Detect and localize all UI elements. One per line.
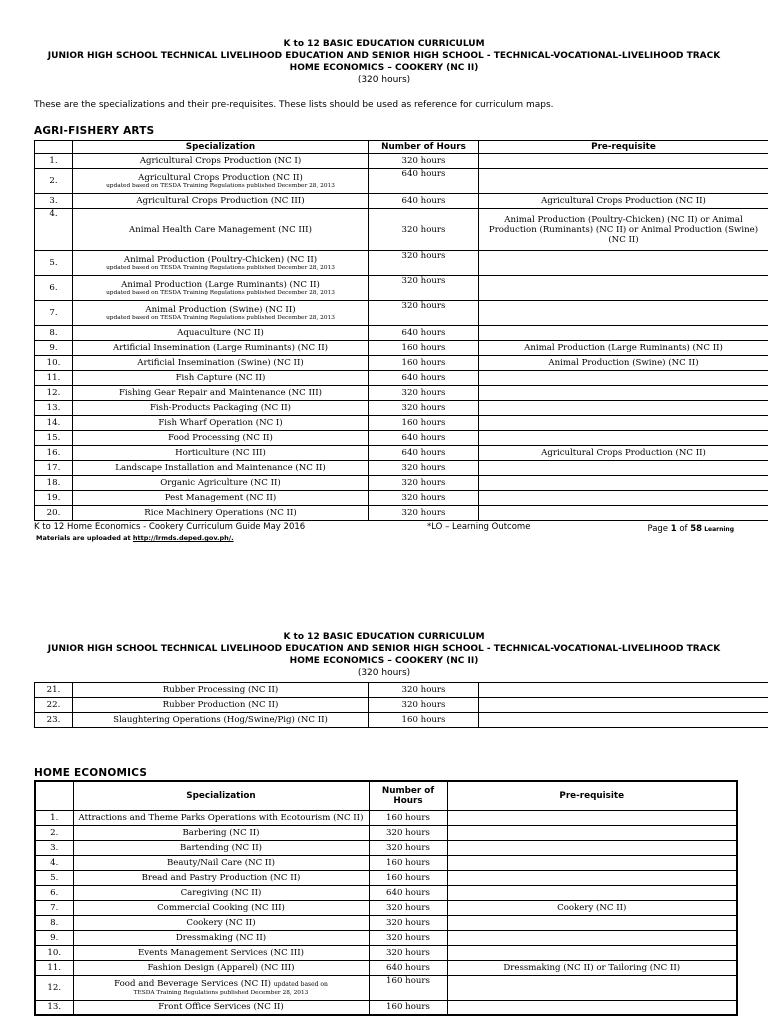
row-specialization: Organic Agriculture (NC II) (73, 476, 369, 491)
table-row (35, 251, 768, 276)
row-number: 4. (35, 209, 73, 251)
table-row (35, 461, 768, 476)
row-prerequisite: Agricultural Crops Production (NC II) (479, 446, 768, 461)
row-number: 9. (35, 341, 73, 356)
row-number: 17. (35, 461, 73, 476)
row-prerequisite (479, 371, 768, 386)
row-prerequisite: Cookery (NC II) (447, 900, 737, 915)
row-specialization: Fashion Design (Apparel) (NC III) (73, 960, 369, 975)
row-hours: 640 hours (369, 169, 479, 194)
row-prerequisite (479, 683, 768, 698)
row-number: 12. (35, 975, 73, 1000)
header-line-4: (320 hours) (357, 75, 411, 85)
row-specialization: Food and Beverage Services (NC II) updated based on TESDA Training Regulations published December 28, 2013 (73, 975, 369, 1000)
row-hours: 320 hours (369, 840, 447, 855)
row-hours: 640 hours (369, 371, 479, 386)
table-row (35, 301, 768, 326)
table-row (35, 683, 768, 698)
agri-table (34, 140, 768, 521)
update-note: updated based on TESDA Training Regulations published December 28, 2013 (106, 314, 335, 321)
footer-page-number: Page 1 of 58 Learning (647, 524, 734, 534)
table-row (35, 945, 737, 960)
section-title-home-economics: HOME ECONOMICS (34, 767, 148, 779)
row-prerequisite (447, 1000, 737, 1015)
row-number: 5. (35, 251, 73, 276)
table-row (35, 169, 768, 194)
row-specialization: Slaughtering Operations (Hog/Swine/Pig) (NC II) (73, 713, 369, 728)
row-number: 11. (35, 960, 73, 975)
he-col-specialization: Specialization (73, 781, 369, 810)
row-hours: 320 hours (369, 251, 479, 276)
row-specialization: Agricultural Crops Production (NC II) updated based on TESDA Training Regulations published December 28, 2013 (73, 169, 369, 194)
row-specialization: Fish-Products Packaging (NC II) (73, 401, 369, 416)
table-row (35, 870, 737, 885)
row-hours: 320 hours (369, 209, 479, 251)
table-row (35, 356, 768, 371)
row-hours: 640 hours (369, 194, 479, 209)
row-hours: 160 hours (369, 416, 479, 431)
row-hours: 640 hours (369, 446, 479, 461)
row-specialization: Caregiving (NC II) (73, 885, 369, 900)
row-specialization: Cookery (NC II) (73, 915, 369, 930)
row-specialization: Front Office Services (NC II) (73, 1000, 369, 1015)
update-note: updated based on TESDA Training Regulations published December 28, 2013 (106, 182, 335, 189)
row-number: 13. (35, 1000, 73, 1015)
row-hours: 320 hours (369, 476, 479, 491)
row-hours: 320 hours (369, 506, 479, 521)
row-number: 4. (35, 855, 73, 870)
table-row (35, 386, 768, 401)
row-prerequisite (447, 945, 737, 960)
table-row (35, 371, 768, 386)
table-row (35, 341, 768, 356)
row-number: 3. (35, 194, 73, 209)
row-hours: 160 hours (369, 1000, 447, 1015)
header2-line-1: K to 12 BASIC EDUCATION CURRICULUM (283, 632, 485, 642)
row-hours: 320 hours (369, 683, 479, 698)
table-row (35, 855, 737, 870)
col-number (35, 141, 73, 154)
row-hours: 320 hours (369, 301, 479, 326)
row-hours: 640 hours (369, 326, 479, 341)
row-prerequisite (447, 915, 737, 930)
row-specialization: Fish Wharf Operation (NC I) (73, 416, 369, 431)
row-hours: 320 hours (369, 386, 479, 401)
row-hours: 320 hours (369, 930, 447, 945)
row-specialization: Commercial Cooking (NC III) (73, 900, 369, 915)
row-specialization: Artificial Insemination (Large Ruminants) (NC II) (73, 341, 369, 356)
table-row (35, 900, 737, 915)
row-number: 8. (35, 326, 73, 341)
table-row (35, 960, 737, 975)
row-number: 10. (35, 945, 73, 960)
table-row (35, 446, 768, 461)
row-hours: 160 hours (369, 855, 447, 870)
row-hours: 320 hours (369, 401, 479, 416)
table-row (35, 810, 737, 825)
row-prerequisite (479, 416, 768, 431)
table-row (35, 476, 768, 491)
row-number: 1. (35, 810, 73, 825)
row-number: 1. (35, 154, 73, 169)
row-specialization: Barbering (NC II) (73, 825, 369, 840)
row-number: 19. (35, 491, 73, 506)
page-header-2 (0, 631, 768, 679)
row-number: 12. (35, 386, 73, 401)
table-row (35, 416, 768, 431)
row-number: 14. (35, 416, 73, 431)
row-specialization: Dressmaking (NC II) (73, 930, 369, 945)
row-hours: 160 hours (369, 870, 447, 885)
row-specialization: Animal Health Care Management (NC III) (73, 209, 369, 251)
row-specialization: Animal Production (Poultry-Chicken) (NC II) updated based on TESDA Training Regulations published December 28, 2013 (73, 251, 369, 276)
row-prerequisite (479, 154, 768, 169)
row-specialization: Animal Production (Swine) (NC II) updated based on TESDA Training Regulations published December 28, 2013 (73, 301, 369, 326)
row-hours: 320 hours (369, 915, 447, 930)
table-row (35, 975, 737, 1000)
agri-continued-table (34, 682, 768, 728)
row-hours: 320 hours (369, 825, 447, 840)
table-row (35, 506, 768, 521)
table-row (35, 885, 737, 900)
row-prerequisite (479, 251, 768, 276)
section-title-agri: AGRI-FISHERY ARTS (34, 125, 155, 137)
row-specialization: Attractions and Theme Parks Operations with Ecotourism (NC II) (73, 810, 369, 825)
row-prerequisite (447, 855, 737, 870)
home-economics-table (34, 780, 738, 1016)
row-number: 2. (35, 169, 73, 194)
table-row (35, 326, 768, 341)
header-line-2: JUNIOR HIGH SCHOOL TECHNICAL LIVELIHOOD EDUCATION AND SENIOR HIGH SCHOOL - TECHNICAL-VOCATIONAL-LIVELIHOOD TRACK (47, 51, 721, 61)
table-row (35, 915, 737, 930)
row-hours: 320 hours (369, 945, 447, 960)
table-row (35, 491, 768, 506)
row-specialization: Beauty/Nail Care (NC II) (73, 855, 369, 870)
row-number: 20. (35, 506, 73, 521)
row-number: 22. (35, 698, 73, 713)
row-specialization: Food Processing (NC II) (73, 431, 369, 446)
row-prerequisite (447, 885, 737, 900)
table-row (35, 276, 768, 301)
row-number: 7. (35, 301, 73, 326)
header2-line-4: (320 hours) (357, 668, 411, 678)
table-row (35, 154, 768, 169)
row-number: 7. (35, 900, 73, 915)
row-specialization: Fishing Gear Repair and Maintenance (NC III) (73, 386, 369, 401)
row-prerequisite (479, 713, 768, 728)
row-number: 15. (35, 431, 73, 446)
header-line-1: K to 12 BASIC EDUCATION CURRICULUM (283, 39, 485, 49)
row-specialization: Rubber Processing (NC II) (73, 683, 369, 698)
table-row (35, 401, 768, 416)
row-specialization: Aquaculture (NC II) (73, 326, 369, 341)
row-hours: 320 hours (369, 491, 479, 506)
header-line-3: HOME ECONOMICS – COOKERY (NC II) (289, 63, 479, 73)
row-number: 2. (35, 825, 73, 840)
row-prerequisite (479, 506, 768, 521)
row-number: 10. (35, 356, 73, 371)
row-number: 21. (35, 683, 73, 698)
row-prerequisite (479, 326, 768, 341)
row-specialization: Horticulture (NC III) (73, 446, 369, 461)
row-hours: 160 hours (369, 713, 479, 728)
row-prerequisite (479, 431, 768, 446)
row-prerequisite (479, 401, 768, 416)
row-number: 3. (35, 840, 73, 855)
row-specialization: Artificial Insemination (Swine) (NC II) (73, 356, 369, 371)
update-note: updated based on TESDA Training Regulations published December 28, 2013 (106, 264, 335, 271)
row-prerequisite (447, 930, 737, 945)
table-row (35, 194, 768, 209)
row-prerequisite (479, 386, 768, 401)
row-number: 8. (35, 915, 73, 930)
row-number: 18. (35, 476, 73, 491)
row-prerequisite (447, 870, 737, 885)
row-number: 9. (35, 930, 73, 945)
row-prerequisite: Dressmaking (NC II) or Tailoring (NC II) (447, 960, 737, 975)
row-prerequisite: Agricultural Crops Production (NC II) (479, 194, 768, 209)
table-row (35, 825, 737, 840)
he-col-hours: Number of Hours (369, 781, 447, 810)
row-prerequisite: Animal Production (Large Ruminants) (NC II) (479, 341, 768, 356)
row-hours: 640 hours (369, 960, 447, 975)
row-prerequisite (447, 840, 737, 855)
row-specialization: Bartending (NC II) (73, 840, 369, 855)
row-hours: 320 hours (369, 154, 479, 169)
row-specialization: Pest Management (NC II) (73, 491, 369, 506)
footer-lo-note: *LO – Learning Outcome (427, 522, 531, 532)
row-number: 5. (35, 870, 73, 885)
row-specialization: Agricultural Crops Production (NC III) (73, 194, 369, 209)
header2-line-2: JUNIOR HIGH SCHOOL TECHNICAL LIVELIHOOD EDUCATION AND SENIOR HIGH SCHOOL - TECHNICAL-VOCATIONAL-LIVELIHOOD TRACK (47, 644, 721, 654)
table-row (35, 840, 737, 855)
row-specialization: Events Management Services (NC III) (73, 945, 369, 960)
row-hours: 160 hours (369, 341, 479, 356)
row-number: 13. (35, 401, 73, 416)
header2-line-3: HOME ECONOMICS – COOKERY (NC II) (289, 656, 479, 666)
row-hours: 320 hours (369, 698, 479, 713)
row-hours: 160 hours (369, 975, 447, 1000)
row-prerequisite (479, 476, 768, 491)
row-number: 23. (35, 713, 73, 728)
col-prerequisite: Pre-requisite (479, 141, 768, 154)
table-row (35, 209, 768, 251)
row-prerequisite: Animal Production (Poultry-Chicken) (NC II) or Animal Production (Ruminants) (NC II) or Animal Production (Swine) (NC II) (479, 209, 768, 251)
row-hours: 160 hours (369, 810, 447, 825)
row-hours: 320 hours (369, 461, 479, 476)
row-specialization: Landscape Installation and Maintenance (NC II) (73, 461, 369, 476)
footer-materials: Materials are uploaded at http://lrmds.deped.gov.ph/. (36, 534, 234, 542)
row-number: 6. (35, 885, 73, 900)
update-note: updated based on TESDA Training Regulations published December 28, 2013 (106, 289, 335, 296)
row-prerequisite (479, 461, 768, 476)
he-col-prerequisite: Pre-requisite (447, 781, 737, 810)
row-number: 6. (35, 276, 73, 301)
row-prerequisite (479, 169, 768, 194)
row-hours: 320 hours (369, 276, 479, 301)
row-hours: 320 hours (369, 900, 447, 915)
col-specialization: Specialization (73, 141, 369, 154)
he-col-number (35, 781, 73, 810)
table-row (35, 698, 768, 713)
row-number: 16. (35, 446, 73, 461)
footer-doc-title: K to 12 Home Economics - Cookery Curriculum Guide May 2016 (34, 522, 306, 532)
row-prerequisite (447, 810, 737, 825)
row-hours: 640 hours (369, 885, 447, 900)
row-specialization: Rubber Production (NC II) (73, 698, 369, 713)
row-prerequisite (479, 301, 768, 326)
row-hours: 160 hours (369, 356, 479, 371)
row-prerequisite (447, 825, 737, 840)
row-specialization: Rice Machinery Operations (NC II) (73, 506, 369, 521)
table-row (35, 930, 737, 945)
row-hours: 640 hours (369, 431, 479, 446)
row-prerequisite (479, 491, 768, 506)
row-prerequisite (479, 276, 768, 301)
table-row (35, 1000, 737, 1015)
table-row (35, 431, 768, 446)
row-specialization: Agricultural Crops Production (NC I) (73, 154, 369, 169)
row-specialization: Bread and Pastry Production (NC II) (73, 870, 369, 885)
row-prerequisite (479, 698, 768, 713)
row-prerequisite: Animal Production (Swine) (NC II) (479, 356, 768, 371)
page-header (0, 38, 768, 86)
intro-text: These are the specializations and their pre-requisites. These lists should be used as reference for curriculum maps. (34, 100, 554, 110)
materials-link[interactable]: http://lrmds.deped.gov.ph/. (132, 534, 234, 542)
row-prerequisite (447, 975, 737, 1000)
col-hours: Number of Hours (369, 141, 479, 154)
row-specialization: Fish Capture (NC II) (73, 371, 369, 386)
row-specialization: Animal Production (Large Ruminants) (NC II) updated based on TESDA Training Regulations published December 28, 2013 (73, 276, 369, 301)
table-row (35, 713, 768, 728)
row-number: 11. (35, 371, 73, 386)
